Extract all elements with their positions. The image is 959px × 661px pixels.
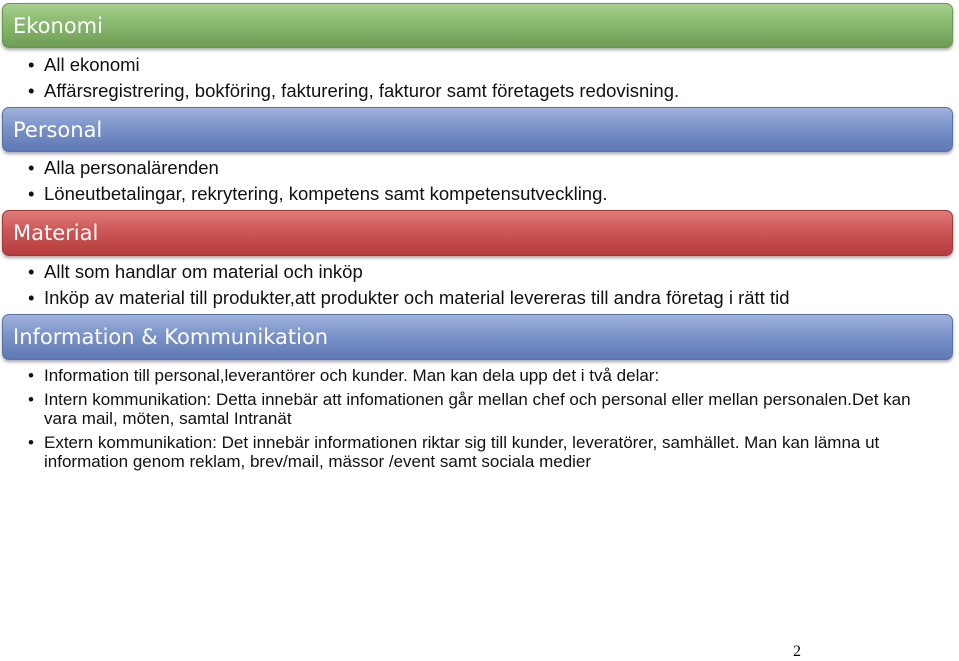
list-item: • All ekonomi — [28, 52, 679, 78]
list-item: • Extern kommunikation: Det innebär informationen riktar sig till kunder, leveratörer, samhället. Man kan lämna ut information genom reklam, brev/mail, mässor /event samt sociala medier — [28, 433, 928, 471]
ekonomi-list — [28, 52, 679, 104]
section-title: Information & Kommunikation — [13, 325, 329, 349]
list-item: • Intern kommunikation: Detta innebär att infomationen går mellan chef och personal eller mellan personalen.Det kan vara mail, möten, samtal Intranät — [28, 390, 928, 428]
information-list — [28, 366, 928, 476]
list-item: • Löneutbetalingar, rekrytering, kompetens samt kompetensutveckling. — [28, 181, 608, 207]
section-title: Ekonomi — [13, 13, 103, 38]
list-item: • Alla personalärenden — [28, 155, 608, 181]
material-list — [28, 259, 790, 311]
list-item: • Information till personal,leverantörer och kunder. Man kan dela upp det i två delar: — [28, 366, 928, 385]
list-item: • Allt som handlar om material och inköp — [28, 259, 790, 285]
section-header-ekonomi — [2, 3, 953, 48]
list-item: • Inköp av material till produkter,att produkter och material levereras till andra företag i rätt tid — [28, 285, 790, 311]
section-header-material — [2, 210, 953, 256]
personal-list — [28, 155, 608, 207]
section-title: Material — [13, 221, 99, 245]
page-number: 2 — [793, 643, 801, 660]
section-header-information — [2, 314, 953, 360]
section-header-personal — [2, 107, 953, 152]
section-title: Personal — [13, 117, 103, 142]
list-item: • Affärsregistrering, bokföring, fakturering, fakturor samt företagets redovisning. — [28, 78, 679, 104]
